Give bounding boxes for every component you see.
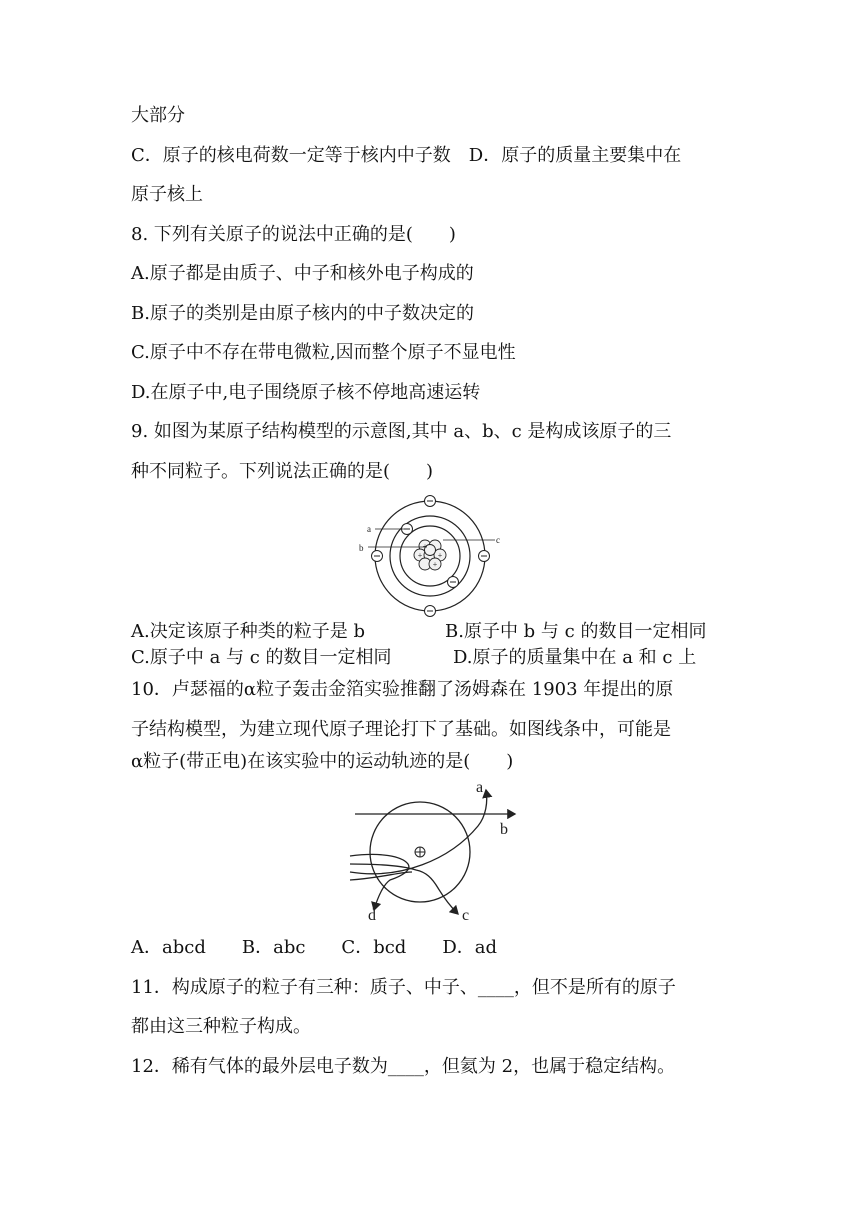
q8-option-c: C.原子中不存在带电微粒,因而整个原子不显电性 [131,342,516,363]
q10-stem-line1: 10．卢瑟福的α粒子轰击金箔实验推翻了汤姆森在 1903 年提出的原 [131,679,674,700]
q8-option-a: A.原子都是由质子、中子和核外电子构成的 [131,263,474,284]
svg-text:+: + [432,560,438,569]
q7-continuation: 大部分 [131,105,185,126]
q11-line1: 11．构成原子的粒子有三种：质子、中子、____，但不是所有的原子 [131,977,676,998]
label-c: c [462,907,470,924]
q10-options: A．abcd B．abc C．bcd D．ad [131,937,498,958]
q8-option-d: D.在原子中,电子围绕原子核不停地高速运转 [131,382,481,403]
alpha-scattering-figure [340,780,530,926]
svg-text:+: + [417,551,423,560]
label-a: a [476,780,484,796]
label-b: b [359,543,364,553]
label-d: d [368,907,376,924]
q9-option-c: C.原子中 a 与 c 的数目一定相同 [131,647,392,668]
q9-option-d: D.原子的质量集中在 a 和 c 上 [453,647,697,668]
q12-line1: 12．稀有气体的最外层电子数为____，但氦为 2，也属于稳定结构。 [131,1056,676,1077]
q9-option-b: B.原子中 b 与 c 的数目一定相同 [445,621,707,642]
q10-stem-line2: 子结构模型，为建立现代原子理论打下了基础。如图线条中，可能是 [131,719,671,740]
q7-options-cd: C．原子的核电荷数一定等于核内中子数 D．原子的质量主要集中在 [131,145,682,166]
q9-stem-line2: 种不同粒子。下列说法正确的是( ) [131,461,434,482]
q7-continuation-2: 原子核上 [131,184,203,205]
label-b: b [500,821,508,838]
svg-text:+: + [437,551,443,560]
q10-stem-line3: α粒子(带正电)在该实验中的运动轨迹的是( ) [131,751,514,772]
svg-text:+: + [422,542,428,551]
q11-line2: 都由这三种粒子构成。 [131,1016,311,1037]
q8-stem: 8. 下列有关原子的说法中正确的是( ) [131,224,456,245]
label-a: a [367,524,371,534]
atom-structure-figure [355,494,505,618]
label-c: c [496,535,500,545]
q8-option-b: B.原子的类别是由原子核内的中子数决定的 [131,303,474,324]
q9-stem-line1: 9. 如图为某原子结构模型的示意图,其中 a、b、c 是构成该原子的三 [131,421,672,442]
q9-option-a: A.决定该原子种类的粒子是 b [131,621,365,642]
